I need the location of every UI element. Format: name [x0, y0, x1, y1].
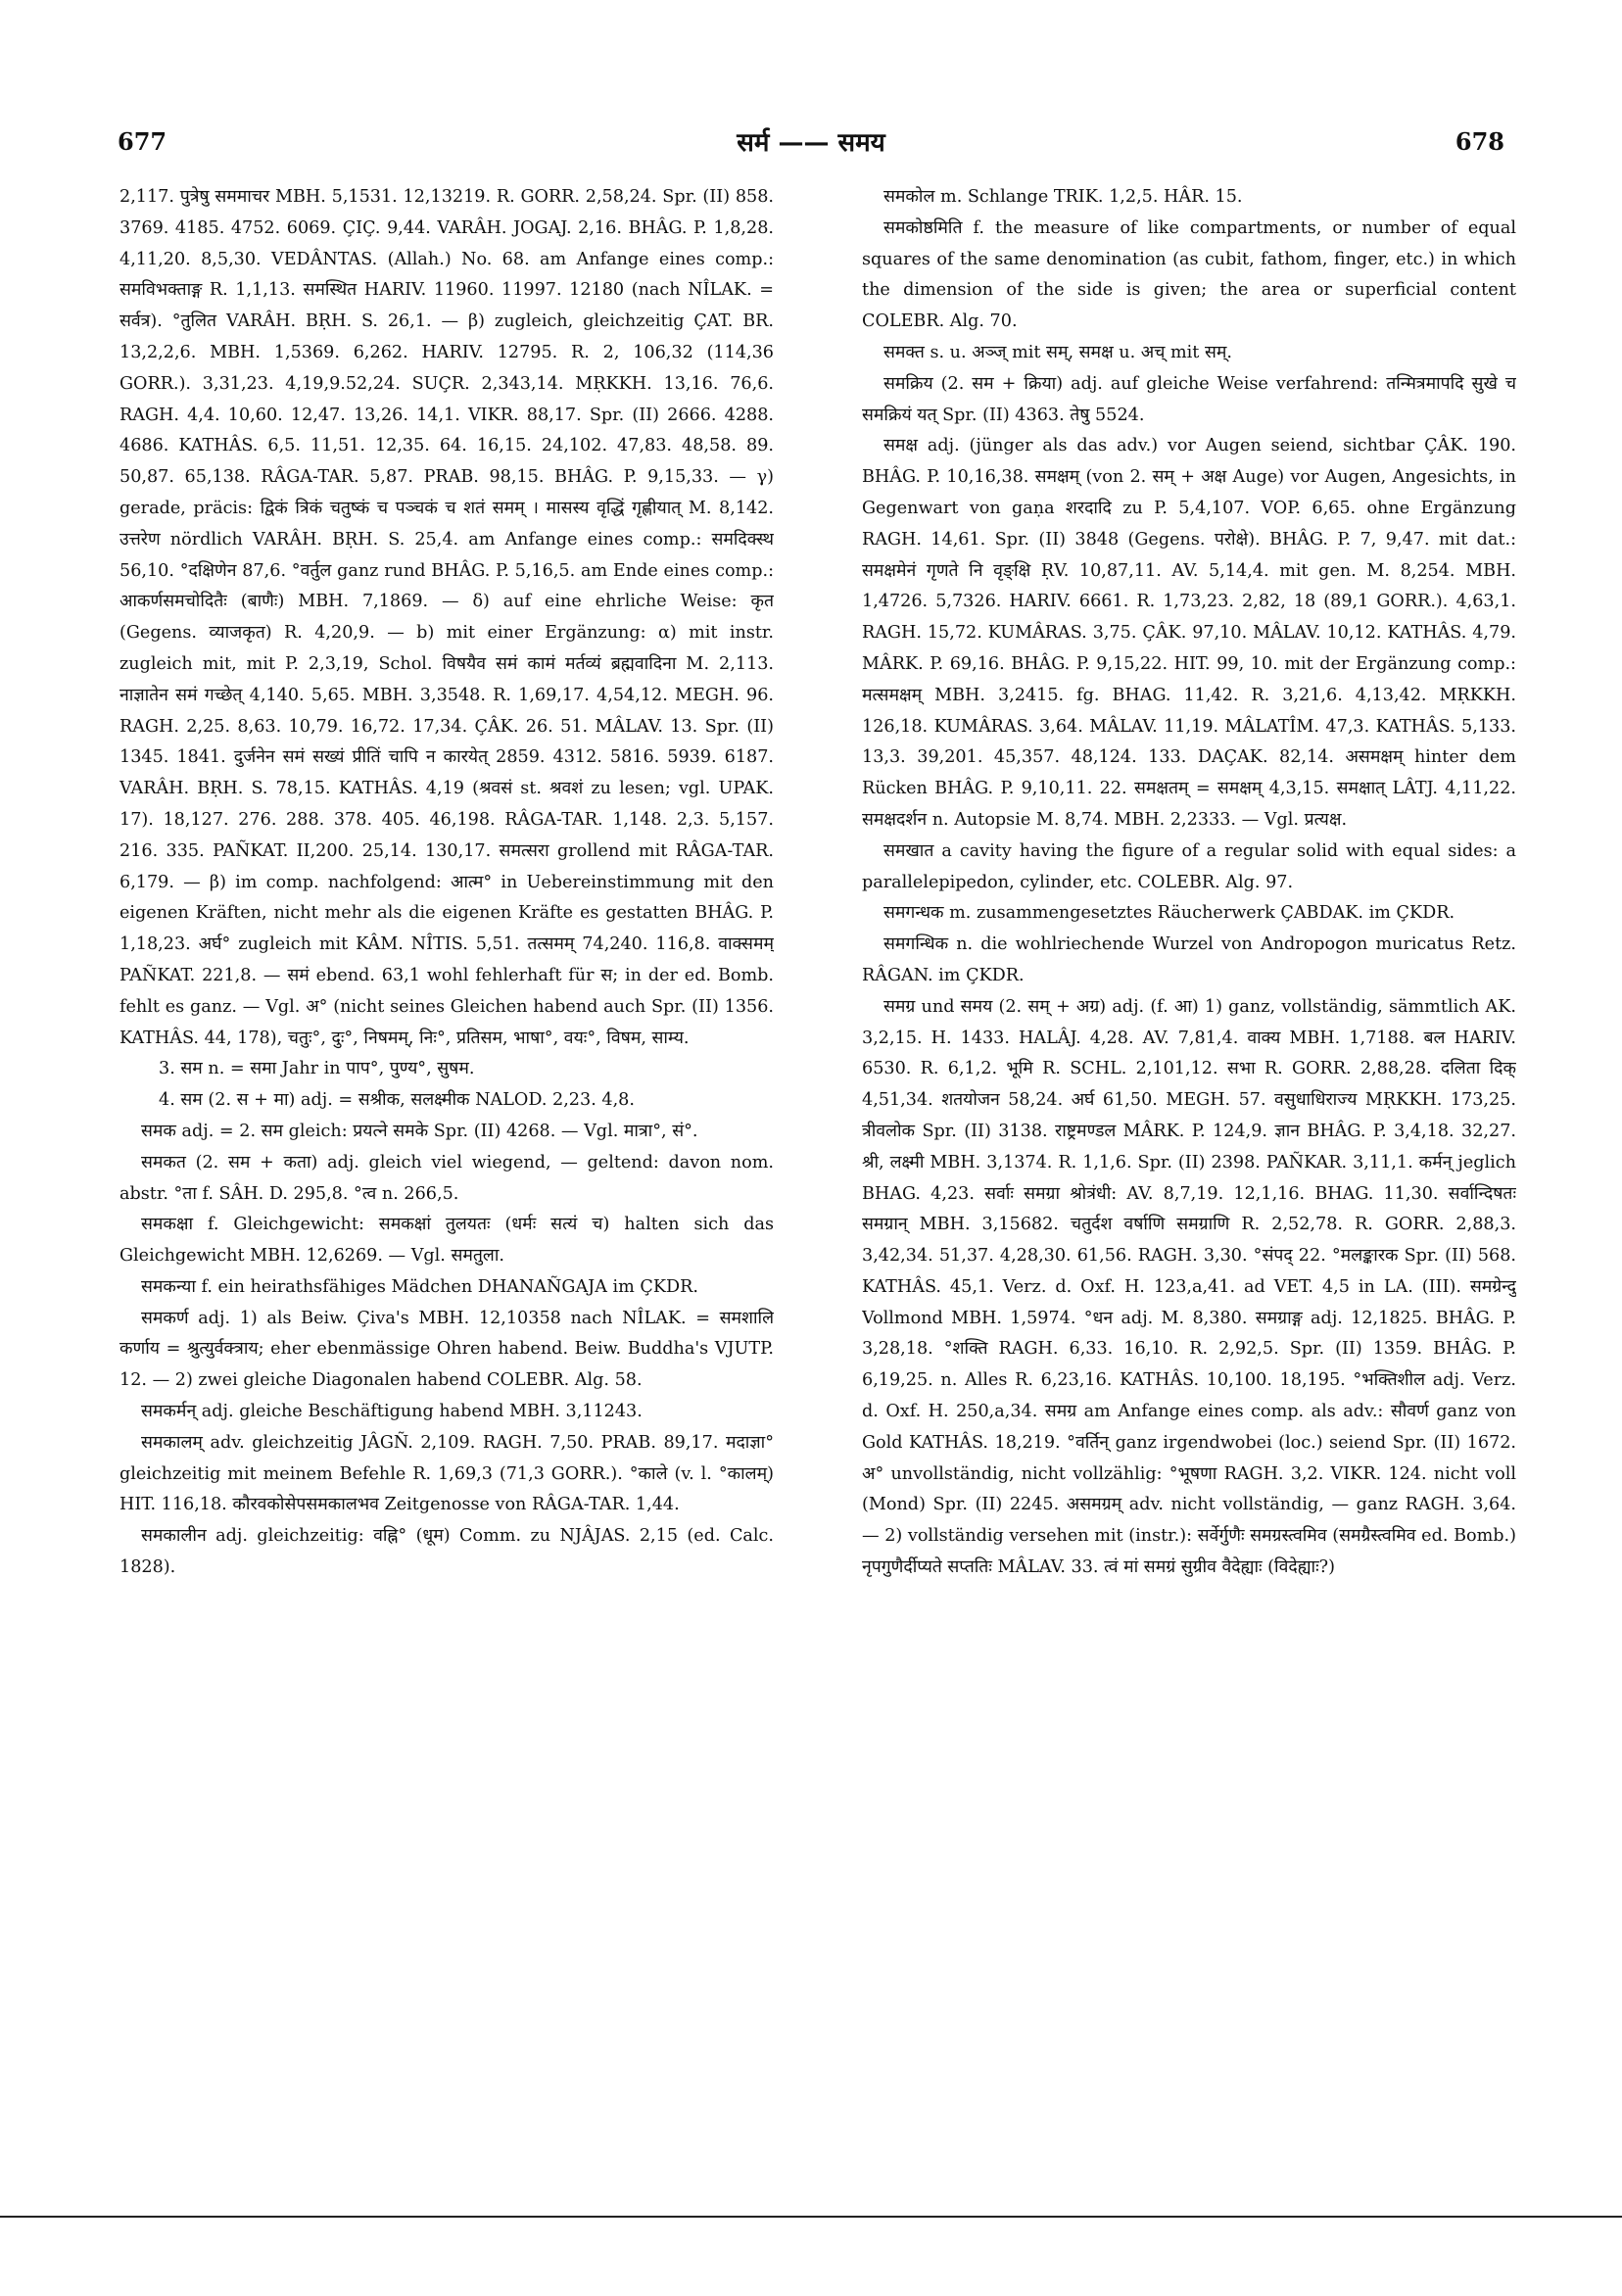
page-number-right: 678: [1455, 127, 1504, 156]
page-header: [118, 118, 1504, 167]
dictionary-entry: समकालीन adj. gleichzeitig: वह्नि° (धूम) Comm. zu NJÂJAS. 2,15 (ed. Calc. 1828).: [119, 1526, 774, 1578]
dictionary-entry: समगन्धक m. zusammengesetztes Räucherwerk ÇABDAK. im ÇKDR.: [883, 903, 1455, 924]
dictionary-entry: समक adj. = 2. सम gleich: प्रयत्ने समके Spr. (II) 4268. — Vgl. मात्रा°, सं°.: [141, 1121, 698, 1141]
dictionary-entry: समकक्षा f. Gleichgewicht: समकक्षां तुलयतः (धर्मः सत्यं च) halten sich das Gleichgewicht MBH. 12,6269. — Vgl. समतुला.: [119, 1215, 774, 1267]
bottom-rule: [0, 2216, 1622, 2218]
dictionary-entry: 3. सम n. = समा Jahr in पाप°, पुण्य°, सुषम.: [159, 1059, 475, 1079]
page-number-left: 677: [118, 127, 167, 156]
dictionary-entry: समकालम् adv. gleichzeitig JÂGÑ. 2,109. RAGH. 7,50. PRAB. 89,17. मदाज्ञा° gleichzeitig mit meinem Befehle R. 1,69,3 (71,3 GORR.). °काले (v. l. °कालम्) HIT. 116,18. कौरवकोसेपसमकालभव Zeitgenosse von RÂGA-TAR. 1,44.: [119, 1432, 774, 1515]
dictionary-entry: समक्ष adj. (jünger als das adv.) vor Augen seiend, sichtbar ÇÂK. 190. BHÂG. P. 10,16,38. समक्षम् (von 2. सम् + अक्ष Auge) vor Augen, Angesichts, in Gegenwart von gaṇa शरदादि zu P. 5,4,107. VOP. 6,65. ohne Ergänzung RAGH. 14,61. Spr. (II) 3848 (Gegens. परोक्षे). BHÂG. P. 7, 9,47. mit dat.: समक्षमेनं गृणते नि वृङ्क्षि ṚV. 10,87,11. AV. 5,14,4. mit gen. M. 8,254. MBH. 1,4726. 5,7326. HARIV. 6661. R. 1,73,23. 2,82, 18 (89,1 GORR.). 4,63,1. RAGH. 15,72. KUMÂRAS. 3,75. ÇÂK. 97,10. MÂLAV. 10,12. KATHÂS. 4,79. MÂRK. P. 69,16. BHÂG. P. 9,15,22. HIT. 99, 10. mit der Ergänzung comp.: मत्समक्षम् MBH. 3,2415. fg. BHAG. 11,42. R. 3,21,6. 4,13,42. MṚKKH. 126,18. KUMÂRAS. 3,64. MÂLAV. 11,19. MÂLATÎM. 47,3. KATHÂS. 5,133. 13,3. 39,201. 45,357. 48,124. 133. DAÇAK. 82,14. असमक्षम् hinter dem Rücken BHÂG. P. 9,10,11. 22. समक्षतम् = समक्षम् 4,3,15. समक्षात् LÂTJ. 4,11,22. समक्षदर्शन n. Autopsie M. 8,74. MBH. 2,2333. — Vgl. प्रत्यक्ष.: [862, 436, 1516, 830]
dictionary-entry: समकत (2. सम + कता) adj. gleich viel wiegend, — geltend: davon nom. abstr. °ता f. SÂH. D. 295,8. °त्व n. 266,5.: [119, 1152, 774, 1204]
dictionary-entry: समकोष्ठमिति f. the measure of like compartments, or number of equal squares of the same denomination (as cubit, fathom, finger, etc.) in which the dimension of the side is given; the area or superficial content COLEBR. Alg. 70.: [862, 217, 1516, 332]
dictionary-entry: समक्त s. u. अञ्ज् mit सम्, समक्ष u. अच् mit सम्.: [883, 342, 1232, 362]
dictionary-entry: 2,117. पुत्रेषु सममाचर MBH. 5,1531. 12,13219. R. GORR. 2,58,24. Spr. (II) 858. 3769. 4185. 4752. 6069. ÇIÇ. 9,44. VARÂH. JOGAJ. 2,16. BHÂG. P. 1,8,28. 4,11,20. 8,5,30. VEDÂNTAS. (Allah.) No. 68. am Anfange eines comp.: समविभक्ताङ्ग R. 1,1,13. समस्थित HARIV. 11960. 11997. 12180 (nach NÎLAK. = सर्वत्र). °तुलित VARÂH. BṚH. S. 26,1. — β) zugleich, gleichzeitig ÇAT. BR. 13,2,2,6. MBH. 1,5369. 6,262. HARIV. 12795. R. 2, 106,32 (114,36 GORR.). 3,31,23. 4,19,9.52,24. SUÇR. 2,343,14. MṚKKH. 13,16. 76,6. RAGH. 4,4. 10,60. 12,47. 13,26. 14,1. VIKR. 88,17. Spr. (II) 2666. 4288. 4686. KATHÂS. 6,5. 11,51. 12,35. 64. 16,15. 24,102. 47,83. 48,58. 89. 50,87. 65,138. RÂGA-TAR. 5,87. PRAB. 98,15. BHÂG. P. 9,15,33. — γ) gerade, präcis: द्विकं त्रिकं चतुष्कं च पञ्चकं च शतं समम् । मासस्य वृद्धिं गृह्णीयात् M. 8,142. उत्तरेण nördlich VARÂH. BṚH. S. 25,4. am Anfange eines comp.: समदिक्स्थ 56,10. °दक्षिणेन 87,6. °वर्तुल ganz rund BHÂG. P. 5,16,5. am Ende eines comp.: आकर्णसमचोदितैः (बाणैः) MBH. 7,1869. — δ) auf eine ehrliche Weise: कृत (Gegens. व्याजकृत) R. 4,20,9. — b) mit einer Ergänzung: α) mit instr. zugleich mit, mit P. 2,3,19, Schol. विषयैव समं कामं मर्तव्यं ब्रह्मवादिना M. 2,113. नाज्ञातेन समं गच्छेत् 4,140. 5,65. MBH. 3,3548. R. 1,69,17. 4,54,12. MEGH. 96. RAGH. 2,25. 8,63. 10,79. 16,72. 17,34. ÇÂK. 26. 51. MÂLAV. 13. Spr. (II) 1345. 1841. दुर्जनेन समं सख्यं प्रीतिं चापि न कारयेत् 2859. 4312. 5816. 5939. 6187. VARÂH. BṚH. S. 78,15. KATHÂS. 4,19 (श्रवसं st. श्रवशं zu lesen; vgl. UPAK. 17). 18,127. 276. 288. 378. 405. 46,198. RÂGA-TAR. 1,148. 2,3. 5,157. 216. 335. PAÑKAT. II,200. 25,14. 130,17. समत्सरा grollend mit RÂGA-TAR. 6,179. — β) im comp. nachfolgend: आत्म° in Uebereinstimmung mit den eigenen Kräften, nicht mehr als die eigenen Kräfte es gestatten BHÂG. P. 1,18,23. अर्घ° zugleich mit KÂM. NÎTIS. 5,51. तत्समम् 74,240. 116,8. वाक्समम् PAÑKAT. 221,8. — समं ebend. 63,1 wohl fehlerhaft für स; in der ed. Bomb. fehlt es ganz. — Vgl. अ° (nicht seines Gleichen habend auch Spr. (II) 1356. KATHÂS. 44, 178), चतुः°, दुः°, निषमम्, निः°, प्रतिसम, भाषा°, वयः°, विषम, साम्य.: [119, 187, 774, 1048]
dictionary-entry: समखात a cavity having the figure of a regular solid with equal sides: a parallelepipedon, cylinder, etc. COLEBR. Alg. 97.: [862, 840, 1516, 892]
dictionary-entry: समगन्धिक n. die wohlriechende Wurzel von Andropogon muricatus Retz. RÂGAN. im ÇKDR.: [862, 934, 1516, 985]
running-title: सर्म —— समय: [737, 128, 885, 158]
dictionary-entry: समक्रिय (2. सम + क्रिया) adj. auf gleiche Weise verfahrend: तन्मित्रमापदि सुखे च समक्रियं यत् Spr. (II) 4363. तेषु 5524.: [862, 373, 1516, 425]
dictionary-entry: समकन्या f. ein heirathsfähiges Mädchen DHANAÑGAJA im ÇKDR.: [141, 1276, 698, 1297]
right-column: [862, 182, 1516, 2180]
dictionary-entry: समकर्मन् adj. gleiche Beschäftigung habend MBH. 3,11243.: [141, 1402, 643, 1422]
dictionary-entry: समकोल m. Schlange TRIK. 1,2,5. HÂR. 15.: [883, 187, 1243, 207]
dictionary-entry: समग्र und समय (2. सम् + अग्र) adj. (f. आ) 1) ganz, vollständig, sämmtlich AK. 3,2,15. H. 1433. HALÂJ. 4,28. AV. 7,81,4. वाक्य MBH. 1,7188. बल HARIV. 6530. R. 6,1,2. भूमि R. SCHL. 2,101,12. सभा R. GORR. 2,88,28. दलिता दिक् 4,51,34. शतयोजन 58,24. अर्घ 61,50. MEGH. 57. वसुधाधिराज्य MṚKKH. 173,25. त्रीवलोक Spr. (II) 3138. राष्ट्रमण्डल MÂRK. P. 124,9. ज्ञान BHÂG. P. 3,4,18. 32,27. श्री, लक्ष्मी MBH. 3,1374. R. 1,1,6. Spr. (II) 2398. PAÑKAR. 3,11,1. कर्मन् jeglich BHAG. 4,23. सर्वाः समग्रा श्रोत्रंधी: AV. 8,7,19. 12,1,16. BHAG. 11,30. सर्वान्दिषतः समग्रान् MBH. 3,15682. चतुर्दश वर्षाणि समग्राणि R. 2,52,78. R. GORR. 2,88,3. 3,42,34. 51,37. 4,28,30. 61,56. RAGH. 3,30. °संपद् 22. °मलङ्कारक Spr. (II) 568. KATHÂS. 45,1. Verz. d. Oxf. H. 123,a,41. ad VET. 4,5 in LA. (III). समग्रेन्दु Vollmond MBH. 1,5974. °धन adj. M. 8,380. समग्राङ्ग adj. 12,1825. BHÂG. P. 3,28,18. °शक्ति RAGH. 6,33. 16,10. R. 2,92,5. Spr. (II) 1359. BHÂG. P. 6,19,25. n. Alles R. 6,23,16. KATHÂS. 10,100. 18,195. °भक्तिशील adj. Verz. d. Oxf. H. 250,a,34. समग्र am Anfange eines comp. als adv.: सौवर्ण ganz von Gold KATHÂS. 18,219. °वर्तिन् ganz irgendwobei (loc.) seiend Spr. (II) 1672. अ° unvollständig, nicht vollzählig: °भूषणा RAGH. 3,2. VIKR. 124. nicht voll (Mond) Spr. (II) 2245. असमग्रम् adv. nicht vollständig, — ganz RAGH. 3,64. — 2) vollständig versehen mit (instr.): सर्वेर्गुणैः समग्रस्त्वमिव (समग्रैस्त्वमिव ed. Bomb.) नृपगुणैर्दीप्यते सप्ततिः MÂLAV. 33. त्वं मां समग्रं सुग्रीव वैदेह्याः (विदेह्याः?): [862, 996, 1516, 1578]
dictionary-entry: 4. सम (2. स + मा) adj. = सश्रीक, सलक्ष्मीक NALOD. 2,23. 4,8.: [159, 1090, 635, 1111]
dictionary-entry: समकर्ण adj. 1) als Beiw. Çiva's MBH. 12,10358 nach NÎLAK. = समशालि कर्णाय = श्रुत्युर्वक्त्राय; eher ebenmässige Ohren habend. Beiw. Buddha's VJUTP. 12. — 2) zwei gleiche Diagonalen habend COLEBR. Alg. 58.: [119, 1308, 774, 1391]
left-column: [119, 182, 774, 2180]
